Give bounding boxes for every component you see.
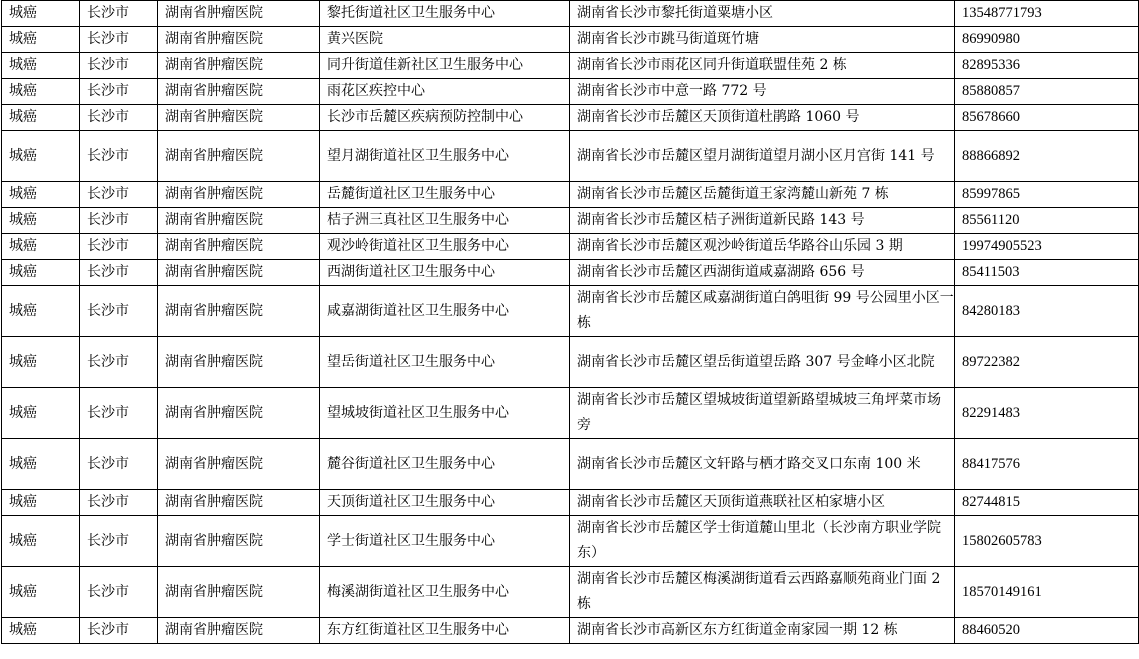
cell-center: 东方红街道社区卫生服务中心 [320,618,570,644]
cell-center: 黄兴医院 [320,27,570,53]
cell-address: 湖南省长沙市雨花区同升街道联盟佳苑 2 栋 [570,53,955,79]
cell-address: 湖南省长沙市跳马街道斑竹塘 [570,27,955,53]
cell-address: 湖南省长沙市岳麓区望月湖街道望月湖小区月宫街 141 号 [570,131,955,182]
cell-address: 湖南省长沙市中意一路 772 号 [570,79,955,105]
cell-phone: 89722382 [955,337,1139,388]
cell-phone: 18570149161 [955,567,1139,618]
cell-address: 湖南省长沙市高新区东方红街道金南家园一期 12 栋 [570,618,955,644]
table-row [2,490,1139,516]
cell-phone: 88417576 [955,439,1139,490]
cell-phone: 88460520 [955,618,1139,644]
table-row [2,131,1139,182]
cell-address: 湖南省长沙市岳麓区天顶街道杜鹃路 1060 号 [570,105,955,131]
cell-city: 长沙市 [80,105,158,131]
cell-hospital: 湖南省肿瘤医院 [158,567,320,618]
cell-city: 长沙市 [80,439,158,490]
cell-address: 湖南省长沙市岳麓区天顶街道燕联社区柏家塘小区 [570,490,955,516]
table-row [2,1,1139,27]
cell-hospital: 湖南省肿瘤医院 [158,388,320,439]
cell-center: 望月湖街道社区卫生服务中心 [320,131,570,182]
cell-address: 湖南省长沙市岳麓区学士街道麓山里北（长沙南方职业学院东） [570,516,955,567]
cell-address: 湖南省长沙市岳麓区望城坡街道望新路望城坡三角坪菜市场旁 [570,388,955,439]
cell-center: 学士街道社区卫生服务中心 [320,516,570,567]
cell-address: 湖南省长沙市黎托街道粟塘小区 [570,1,955,27]
cell-hospital: 湖南省肿瘤医院 [158,490,320,516]
table-row [2,79,1139,105]
cell-hospital: 湖南省肿瘤医院 [158,618,320,644]
cell-hospital: 湖南省肿瘤医院 [158,516,320,567]
cell-phone: 19974905523 [955,234,1139,260]
cell-type: 城癌 [2,53,80,79]
cell-phone: 15802605783 [955,516,1139,567]
cell-type: 城癌 [2,182,80,208]
cell-hospital: 湖南省肿瘤医院 [158,27,320,53]
cell-type: 城癌 [2,260,80,286]
table-row [2,260,1139,286]
cell-phone: 88866892 [955,131,1139,182]
cell-type: 城癌 [2,439,80,490]
cell-city: 长沙市 [80,79,158,105]
cell-city: 长沙市 [80,567,158,618]
cell-hospital: 湖南省肿瘤医院 [158,53,320,79]
cell-type: 城癌 [2,337,80,388]
cell-city: 长沙市 [80,234,158,260]
cell-hospital: 湖南省肿瘤医院 [158,1,320,27]
cell-city: 长沙市 [80,516,158,567]
table-body [2,1,1139,644]
cell-type: 城癌 [2,208,80,234]
table-row [2,388,1139,439]
cell-center: 黎托街道社区卫生服务中心 [320,1,570,27]
cell-type: 城癌 [2,286,80,337]
cell-phone: 82291483 [955,388,1139,439]
cell-phone: 85678660 [955,105,1139,131]
cell-hospital: 湖南省肿瘤医院 [158,105,320,131]
cell-city: 长沙市 [80,260,158,286]
cell-type: 城癌 [2,131,80,182]
cell-city: 长沙市 [80,182,158,208]
cell-address: 湖南省长沙市岳麓区咸嘉湖街道白鸽咀街 99 号公园里小区一栋 [570,286,955,337]
cell-center: 天顶街道社区卫生服务中心 [320,490,570,516]
table-row [2,234,1139,260]
screening-sites-table [1,0,1139,644]
cell-hospital: 湖南省肿瘤医院 [158,182,320,208]
cell-phone: 85561120 [955,208,1139,234]
cell-type: 城癌 [2,105,80,131]
cell-center: 望岳街道社区卫生服务中心 [320,337,570,388]
cell-city: 长沙市 [80,286,158,337]
cell-type: 城癌 [2,516,80,567]
cell-center: 梅溪湖街道社区卫生服务中心 [320,567,570,618]
cell-address: 湖南省长沙市岳麓区梅溪湖街道看云西路嘉顺苑商业门面 2 栋 [570,567,955,618]
cell-city: 长沙市 [80,27,158,53]
cell-center: 麓谷街道社区卫生服务中心 [320,439,570,490]
cell-type: 城癌 [2,567,80,618]
cell-phone: 13548771793 [955,1,1139,27]
cell-phone: 85880857 [955,79,1139,105]
table-row [2,516,1139,567]
cell-city: 长沙市 [80,618,158,644]
table-row [2,567,1139,618]
cell-center: 桔子洲三真社区卫生服务中心 [320,208,570,234]
table-row [2,208,1139,234]
cell-phone: 85411503 [955,260,1139,286]
cell-center: 西湖街道社区卫生服务中心 [320,260,570,286]
cell-type: 城癌 [2,388,80,439]
cell-hospital: 湖南省肿瘤医院 [158,234,320,260]
table-row [2,105,1139,131]
cell-type: 城癌 [2,618,80,644]
cell-city: 长沙市 [80,490,158,516]
cell-city: 长沙市 [80,208,158,234]
cell-address: 湖南省长沙市岳麓区岳麓街道王家湾麓山新苑 7 栋 [570,182,955,208]
cell-center: 岳麓街道社区卫生服务中心 [320,182,570,208]
cell-hospital: 湖南省肿瘤医院 [158,286,320,337]
cell-hospital: 湖南省肿瘤医院 [158,131,320,182]
cell-address: 湖南省长沙市岳麓区桔子洲街道新民路 143 号 [570,208,955,234]
cell-center: 雨花区疾控中心 [320,79,570,105]
cell-type: 城癌 [2,27,80,53]
cell-type: 城癌 [2,79,80,105]
cell-city: 长沙市 [80,53,158,79]
cell-type: 城癌 [2,234,80,260]
cell-type: 城癌 [2,1,80,27]
cell-city: 长沙市 [80,1,158,27]
cell-type: 城癌 [2,490,80,516]
cell-center: 同升街道佳新社区卫生服务中心 [320,53,570,79]
cell-center: 咸嘉湖街道社区卫生服务中心 [320,286,570,337]
cell-phone: 84280183 [955,286,1139,337]
cell-center: 观沙岭街道社区卫生服务中心 [320,234,570,260]
cell-phone: 82744815 [955,490,1139,516]
table-row [2,439,1139,490]
cell-hospital: 湖南省肿瘤医院 [158,439,320,490]
cell-address: 湖南省长沙市岳麓区望岳街道望岳路 307 号金峰小区北院 [570,337,955,388]
table-row [2,337,1139,388]
cell-city: 长沙市 [80,337,158,388]
cell-city: 长沙市 [80,131,158,182]
cell-address: 湖南省长沙市岳麓区观沙岭街道岳华路谷山乐园 3 期 [570,234,955,260]
cell-center: 望城坡街道社区卫生服务中心 [320,388,570,439]
table-row [2,182,1139,208]
cell-phone: 86990980 [955,27,1139,53]
cell-hospital: 湖南省肿瘤医院 [158,208,320,234]
cell-hospital: 湖南省肿瘤医院 [158,337,320,388]
cell-phone: 82895336 [955,53,1139,79]
cell-center: 长沙市岳麓区疾病预防控制中心 [320,105,570,131]
table-row [2,286,1139,337]
cell-city: 长沙市 [80,388,158,439]
cell-hospital: 湖南省肿瘤医院 [158,260,320,286]
table-row [2,53,1139,79]
table-row [2,618,1139,644]
cell-address: 湖南省长沙市岳麓区西湖街道咸嘉湖路 656 号 [570,260,955,286]
cell-phone: 85997865 [955,182,1139,208]
cell-hospital: 湖南省肿瘤医院 [158,79,320,105]
cell-address: 湖南省长沙市岳麓区文轩路与栖才路交叉口东南 100 米 [570,439,955,490]
table-row [2,27,1139,53]
